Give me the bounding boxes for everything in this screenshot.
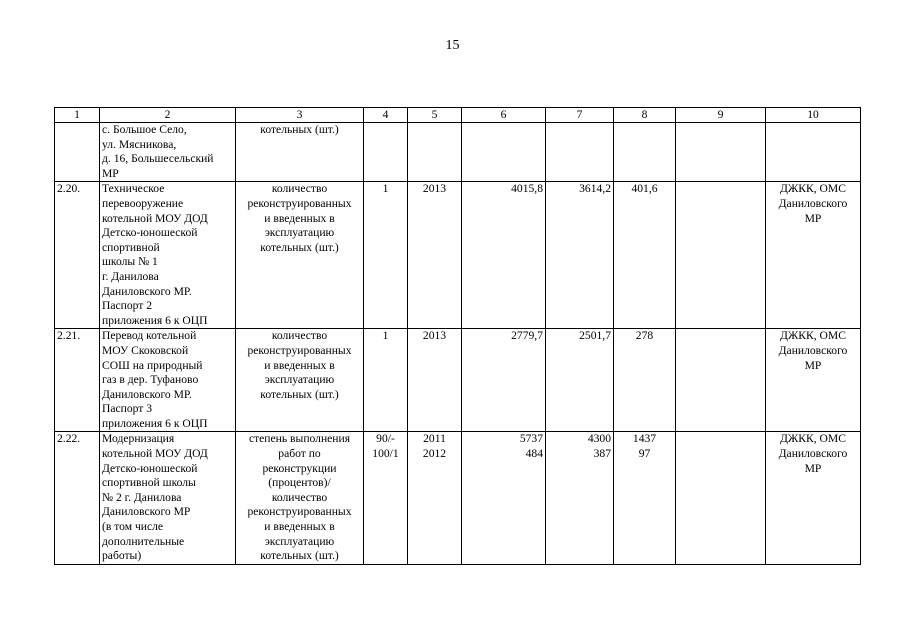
cell-line: 387 <box>593 447 611 461</box>
cell-line: 100/1 <box>372 447 399 461</box>
cell-line: реконструкции <box>262 461 337 475</box>
year-cell: 2013 <box>408 182 462 329</box>
cost-cell-8: 401,6 <box>614 182 676 329</box>
cell-9 <box>676 182 766 329</box>
cell-line: котельной МОУ ДОД <box>102 211 208 225</box>
indicator-value-cell: 1 <box>364 182 408 329</box>
cell-line: 484 <box>525 447 543 461</box>
cell-line: эксплуатацию <box>264 373 335 387</box>
total-cost-cell: 4015,8 <box>462 182 546 329</box>
year-cell: 2013 <box>408 329 462 432</box>
cell-line: спортивной школы <box>102 476 196 490</box>
executor-cell <box>766 123 861 182</box>
cell-line: ДЖКК, ОМС <box>780 432 846 446</box>
cell-line: МР <box>804 211 822 225</box>
year-cell <box>408 123 462 182</box>
executor-cell <box>766 329 861 432</box>
cell-line: котельной МОУ ДОД <box>102 447 208 461</box>
cell-line: Перевод котельной <box>102 329 197 343</box>
cell-line: ДЖКК, ОМС <box>780 329 846 343</box>
cell-line: (процентов)/ <box>268 476 331 490</box>
cell-line: Модернизация <box>102 432 175 446</box>
header-cell: 3 <box>236 108 364 123</box>
cell-line: работ по <box>278 447 321 461</box>
year-cell <box>408 432 462 564</box>
header-cell: 2 <box>100 108 236 123</box>
total-cost-cell <box>462 432 546 564</box>
cell-line: Детско-юношеской <box>102 461 198 475</box>
cell-line: количество <box>271 182 328 196</box>
header-cell: 4 <box>364 108 408 123</box>
cell-line: и введенных в <box>264 520 335 534</box>
cost-cell-7: 3614,2 <box>546 182 614 329</box>
cell-line: 97 <box>638 447 651 461</box>
indicator-cell <box>236 123 364 182</box>
cell-line: котельных (шт.) <box>260 549 339 563</box>
cell-9 <box>676 123 766 182</box>
page-number: 15 <box>445 38 460 53</box>
cell-line: 4300 <box>587 432 611 446</box>
cell-line: Паспорт 3 <box>102 402 153 416</box>
cell-line: перевооружение <box>102 196 184 210</box>
total-cost-cell: 2779,7 <box>462 329 546 432</box>
table-row <box>55 123 861 182</box>
cell-line: приложения 6 к ОЦП <box>102 416 208 430</box>
cell-line: количество <box>271 329 328 343</box>
cell-line: спортивной <box>102 240 160 254</box>
cell-line: и введенных в <box>264 211 335 225</box>
cell-line: Даниловского МР. <box>102 284 192 298</box>
cost-cell-8 <box>614 432 676 564</box>
table-row <box>55 329 861 432</box>
cost-cell-7: 2501,7 <box>546 329 614 432</box>
cell-line: котельных (шт.) <box>260 387 339 401</box>
object-name-cell <box>100 329 236 432</box>
cell-line: котельных (шт.) <box>260 123 339 136</box>
row-number-cell: 2.20. <box>55 182 100 329</box>
cell-9 <box>676 329 766 432</box>
cell-line: Даниловского <box>778 196 848 210</box>
cell-line: Детско-юношеской <box>102 226 198 240</box>
cell-line: работы) <box>102 549 142 563</box>
cell-line: 90/- <box>376 432 395 446</box>
table-header-row <box>55 108 861 123</box>
cell-line: ул. Мясникова, <box>102 137 177 151</box>
cost-cell-7 <box>546 432 614 564</box>
header-cell: 8 <box>614 108 676 123</box>
cell-line: СОШ на природный <box>102 358 203 372</box>
cell-line: МР <box>804 461 822 475</box>
row-number-cell <box>55 123 100 182</box>
data-table <box>54 107 861 565</box>
indicator-cell <box>236 432 364 564</box>
indicator-cell <box>236 329 364 432</box>
cell-line: 2012 <box>422 447 447 461</box>
indicator-value-cell <box>364 123 408 182</box>
header-cell: 6 <box>462 108 546 123</box>
cost-cell-8: 278 <box>614 329 676 432</box>
cell-line: реконструированных <box>247 505 352 519</box>
cell-line: г. Данилова <box>102 269 159 283</box>
cell-line: эксплуатацию <box>264 226 335 240</box>
indicator-cell <box>236 182 364 329</box>
cost-cell-7 <box>546 123 614 182</box>
cell-line: котельных (шт.) <box>260 240 339 254</box>
header-cell: 7 <box>546 108 614 123</box>
cell-line: Даниловского МР. <box>102 387 192 401</box>
table-row <box>55 182 861 329</box>
cell-line: с. Большое Село, <box>102 123 187 136</box>
cell-line: д. 16, Большесельский <box>102 152 214 166</box>
cell-line: количество <box>271 490 328 504</box>
cell-line: эксплуатацию <box>264 534 335 548</box>
cell-line: газ в дер. Туфаново <box>102 373 199 387</box>
total-cost-cell <box>462 123 546 182</box>
indicator-value-cell: 1 <box>364 329 408 432</box>
executor-cell <box>766 182 861 329</box>
table-row <box>55 432 861 564</box>
object-name-cell <box>100 432 236 564</box>
cell-line: реконструированных <box>247 343 352 357</box>
cell-line: Даниловского МР <box>102 505 191 519</box>
cell-line: 1437 <box>632 432 657 446</box>
cell-line: реконструированных <box>247 196 352 210</box>
header-cell: 1 <box>55 108 100 123</box>
cell-line: МР <box>804 358 822 372</box>
row-number-cell: 2.22. <box>55 432 100 564</box>
cell-line: МР <box>102 166 119 180</box>
cell-line: и введенных в <box>264 358 335 372</box>
cell-line: Даниловского <box>778 447 848 461</box>
cell-line: МОУ Скоковской <box>102 343 189 357</box>
cell-line: Даниловского <box>778 343 848 357</box>
object-name-cell <box>100 182 236 329</box>
object-name-cell <box>100 123 236 182</box>
cell-line: приложения 6 к ОЦП <box>102 313 208 327</box>
row-number-cell: 2.21. <box>55 329 100 432</box>
executor-cell <box>766 432 861 564</box>
cell-line: школы № 1 <box>102 255 158 269</box>
header-cell: 9 <box>676 108 766 123</box>
indicator-value-cell <box>364 432 408 564</box>
cell-line: 5737 <box>519 432 543 446</box>
cost-cell-8 <box>614 123 676 182</box>
cell-line: Паспорт 2 <box>102 299 153 313</box>
cell-line: (в том числе <box>102 520 164 534</box>
cell-line: дополнительные <box>102 534 185 548</box>
cell-line: № 2 г. Данилова <box>102 490 182 504</box>
header-cell: 5 <box>408 108 462 123</box>
cell-line: Техническое <box>102 182 165 196</box>
cell-line: ДЖКК, ОМС <box>780 182 846 196</box>
header-cell: 10 <box>766 108 861 123</box>
cell-9 <box>676 432 766 564</box>
cell-line: степень выполнения <box>248 432 351 446</box>
cell-line: 2011 <box>423 432 446 446</box>
